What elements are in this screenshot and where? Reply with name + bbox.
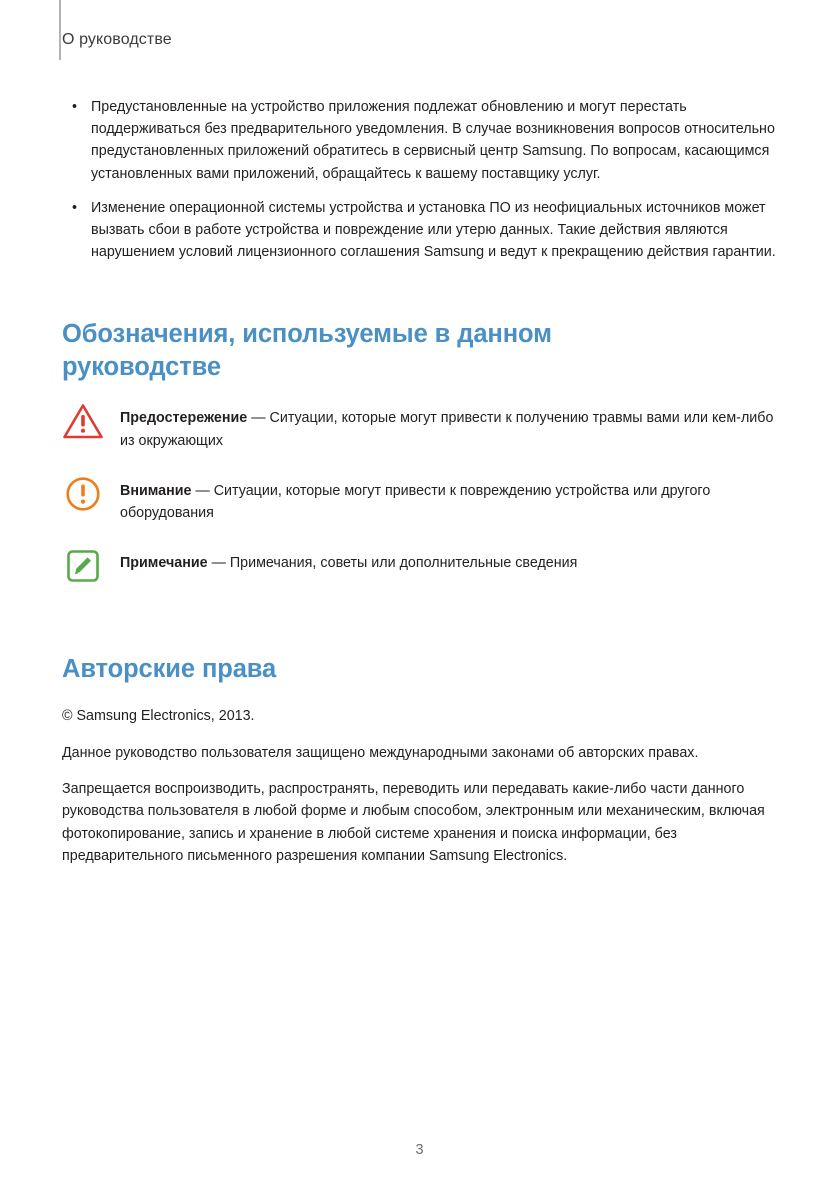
page-header	[0, 0, 839, 72]
list-item-text: Предустановленные на устройство приложения подлежат обновлению и могут перестать поддерживаться без предварительного уведомления. В случае возникновения вопросов относительно предустановленных приложений обратитесь в сервисный центр Samsung. По вопросам, касающимся установленных вами приложений, обращайтесь к вашему поставщику услуг.	[91, 99, 775, 182]
caution-circle-icon	[62, 473, 104, 515]
legend-row-caution	[62, 479, 777, 524]
legend-body-warning: — Ситуации, которые могут привести к получению травмы вами или кем-либо из окружающих	[120, 410, 774, 449]
legend-body-caution: — Ситуации, которые могут привести к повреждению устройства или другого оборудования	[120, 482, 711, 522]
warning-triangle-icon	[62, 400, 104, 442]
copyright-line-3: Запрещается воспроизводить, распространять, переводить или передавать какие-либо части данного руководства пользователя в любой форме и любым способом, электронным или механическим, включая фотокопирование, запись и хранение в любой системе хранения и поиска информации, без предварительного письменного разрешения компании Samsung Electronics.	[62, 781, 765, 865]
copyright-block	[62, 705, 777, 867]
notice-bullet-list	[62, 96, 777, 263]
icon-legend	[62, 406, 777, 587]
header-divider	[59, 0, 61, 60]
section-heading-copyright: Авторские права	[62, 655, 277, 684]
legend-text-note	[120, 551, 577, 574]
legend-row-note	[62, 551, 777, 587]
copyright-line-2: Данное руководство пользователя защищено международными законами об авторских правах.	[62, 744, 699, 761]
page-footer	[0, 1142, 839, 1158]
legend-text-warning	[120, 406, 777, 451]
list-item	[62, 197, 777, 264]
note-pencil-icon	[62, 545, 104, 587]
legend-body-note: — Примечания, советы или дополнительные сведения	[207, 555, 578, 572]
legend-row-warning	[62, 406, 777, 451]
bullet-marker-icon: •	[72, 199, 78, 216]
legend-term-caution: Внимание	[120, 482, 192, 499]
page-number: 3	[415, 1142, 424, 1158]
legend-term-note: Примечание	[120, 555, 208, 572]
legend-term-warning: Предостережение	[120, 410, 248, 427]
legend-text-caution	[120, 479, 777, 524]
bullet-marker-icon: •	[72, 99, 78, 115]
copyright-line-1: © Samsung Electronics, 2013.	[62, 708, 255, 725]
chapter-title: О руководстве	[62, 31, 172, 48]
list-item-text: Изменение операционной системы устройства и установка ПО из неофициальных источников может вызвать сбои в работе устройства и повреждение или утерю данных. Такие действия являются нарушением условий лицензионного соглашения Samsung и ведут к прекращению действия гарантии.	[91, 199, 776, 261]
section-heading-icons: Обозначения, используемые в данном руководстве	[62, 320, 552, 382]
list-item	[62, 96, 777, 185]
page-content	[62, 96, 777, 868]
